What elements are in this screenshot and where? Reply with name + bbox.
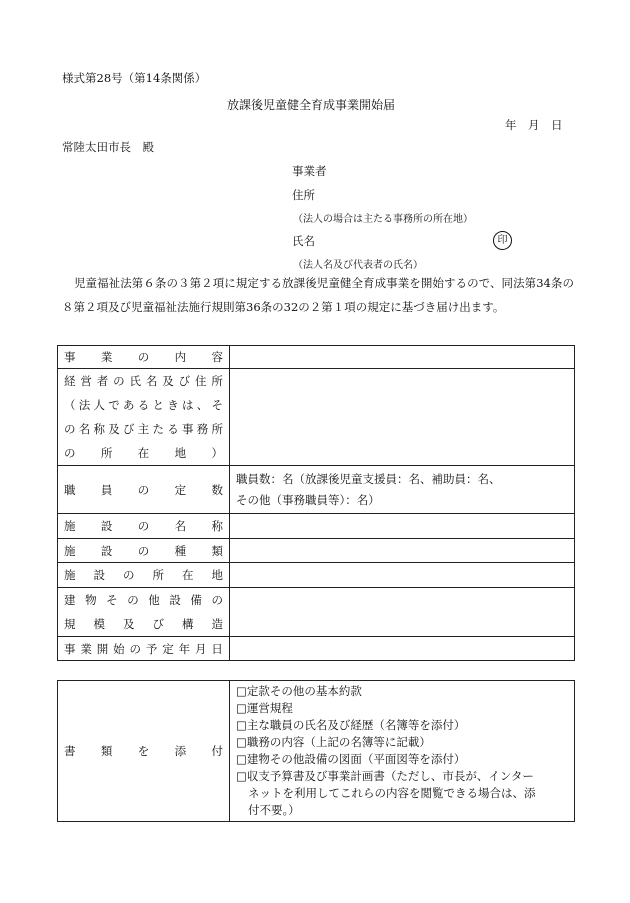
table-row bbox=[58, 346, 575, 369]
staff-line-1: 職員数：名（放課後児童支援員：名、補助員：名、 bbox=[236, 472, 501, 486]
attachments-table bbox=[57, 680, 575, 822]
attachment-item[interactable]: □収支予算書及び事業計画書（ただし、市長が、インター bbox=[236, 769, 534, 783]
table-row bbox=[58, 637, 575, 661]
applicant-label: 事業者 bbox=[292, 164, 327, 178]
value-start-date[interactable] bbox=[230, 637, 575, 661]
addressee: 常陸太田市長 殿 bbox=[62, 140, 154, 154]
name-label: 氏名 bbox=[292, 234, 315, 248]
page-title: 放課後児童健全育成事業開始届 bbox=[227, 98, 396, 112]
row-label-staff: 職 員 の 定 数 bbox=[64, 482, 223, 497]
attachment-item[interactable]: □建物その他設備の図面（平面図等を添付） bbox=[236, 752, 466, 766]
table-row bbox=[58, 514, 575, 539]
value-business-content[interactable] bbox=[230, 346, 575, 369]
attachment-item[interactable]: □定款その他の基本約款 bbox=[236, 684, 362, 698]
table-row bbox=[58, 588, 575, 637]
address-note: （法人の場合は主たる事務所の所在地） bbox=[293, 214, 473, 225]
table-row bbox=[58, 563, 575, 588]
name-note: （法人名及び代表者の氏名） bbox=[293, 260, 423, 271]
row-label-operator: 経 営 者 の 氏 名 及 び 住 所 （ 法 人 で あ る と き は 、 そ の 名 称 及 び 主 た る 事 務 所 の 所 在 地 ） bbox=[64, 374, 223, 460]
details-table bbox=[57, 345, 575, 661]
seal-icon: 印 bbox=[493, 231, 512, 250]
form-number: 様式第28号（第14条関係） bbox=[62, 71, 207, 85]
value-operator[interactable] bbox=[230, 369, 575, 466]
attachment-note-line: 付不要。） bbox=[248, 803, 300, 817]
value-facility-location[interactable] bbox=[230, 563, 575, 588]
row-label-facility-type: 施 設 の 種 類 bbox=[64, 543, 223, 558]
table-row bbox=[58, 539, 575, 563]
row-label-attachments: 書 類 を 添 付 bbox=[64, 744, 223, 758]
date-line: 年 月 日 bbox=[505, 118, 563, 132]
row-label-start-date: 事 業 開 始 の 予 定 年 月 日 bbox=[64, 641, 223, 656]
table-row bbox=[58, 466, 575, 514]
address-label: 住所 bbox=[292, 188, 315, 202]
table-row bbox=[58, 369, 575, 466]
attachment-item[interactable]: □運営規程 bbox=[236, 701, 293, 715]
value-staff[interactable] bbox=[230, 466, 575, 514]
attachment-item[interactable]: □職務の内容（上記の名簿等に記載） bbox=[236, 735, 431, 749]
attachment-item[interactable]: □主な職員の氏名及び経歴（名簿等を添付） bbox=[236, 718, 466, 732]
attachments-list bbox=[230, 681, 575, 822]
value-facility-type[interactable] bbox=[230, 539, 575, 563]
row-label-facility-location: 施 設 の 所 在 地 bbox=[64, 568, 223, 582]
table-row bbox=[58, 681, 575, 822]
staff-line-2: その他（事務職員等）：名） bbox=[236, 493, 380, 507]
attachment-note-line: ネットを利用してこれらの内容を閲覧できる場合は、添 bbox=[248, 786, 536, 800]
value-building[interactable] bbox=[230, 588, 575, 637]
row-label-building: 建 物 そ の 他 設 備 の 規 模 及 び 構 造 bbox=[64, 593, 223, 631]
value-facility-name[interactable] bbox=[230, 514, 575, 539]
row-label-facility-name: 施 設 の 名 称 bbox=[64, 519, 223, 533]
row-label-business-content: 事 業 の 内 容 bbox=[64, 350, 223, 364]
body-text: 児童福祉法第６条の３第２項に規定する放課後児童健全育成事業を開始するので、同法第34条の８第２項及び児童福祉法施行規則第36条の32の２第１項の規定に基づき届け出ます。 bbox=[62, 276, 574, 314]
